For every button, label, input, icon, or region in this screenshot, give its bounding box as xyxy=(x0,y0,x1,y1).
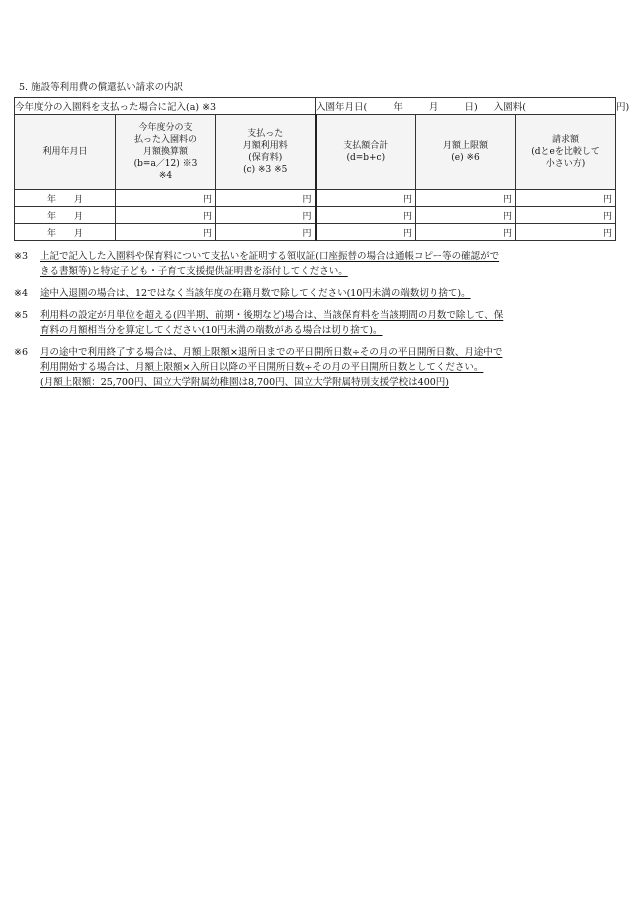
monthly-limit-field[interactable]: 円 xyxy=(416,224,516,241)
note-line: 途中入退園の場合は、12ではなく当該年度の在籍月数で除してください(10円未満の端数切り捨て)。 xyxy=(40,288,471,299)
enrollment-fee-yen-unit: 円) xyxy=(616,102,630,113)
table-row xyxy=(15,224,616,241)
reimbursement-table xyxy=(14,97,630,241)
entry-date-label: 入園年月日( xyxy=(316,102,368,113)
entry-year-unit: 年 xyxy=(393,102,403,113)
header-usage-date: 利用年月日 xyxy=(15,115,116,190)
enrollment-fee-row xyxy=(15,98,616,115)
monthly-limit-field[interactable]: 円 xyxy=(416,207,516,224)
entry-month-unit: 月 xyxy=(428,102,439,113)
monthly-enrollment-fee-field[interactable]: 円 xyxy=(116,224,216,241)
entry-day-unit: 日) xyxy=(464,102,478,113)
claim-amount-field[interactable]: 円 xyxy=(516,207,616,224)
enrollment-fee-label: 今年度分の入園料を支払った場合に記入(a) ※3 xyxy=(15,98,316,115)
column-header-row xyxy=(15,115,616,190)
total-paid-field[interactable]: 円 xyxy=(316,190,416,207)
note-5 xyxy=(14,308,618,338)
note-mark: ※3 xyxy=(14,251,29,262)
note-line: (月額上限額：25,700円、国立大学附属幼稚園は8,700円、国立大学附属特別支援学校は400円) xyxy=(40,377,449,388)
note-line: 育料の月額相当分を算定してください(10円未満の端数がある場合は切り捨て)。 xyxy=(40,325,383,336)
claim-amount-field[interactable]: 円 xyxy=(516,190,616,207)
usage-date-field[interactable]: 年 月 xyxy=(15,224,116,241)
header-monthly-usage-fee: 支払った 月額利用料 (保育料) (c) ※3 ※5 xyxy=(216,115,316,190)
header-monthly-limit: 月額上限額 (e) ※6 xyxy=(416,115,516,190)
note-line: きる書類等)と特定子ども・子育て支援提供証明書を添付してください。 xyxy=(40,266,348,277)
monthly-usage-fee-field[interactable]: 円 xyxy=(216,207,316,224)
claim-amount-field[interactable]: 円 xyxy=(516,224,616,241)
note-3 xyxy=(14,249,618,279)
note-line: 利用開始する場合は、月額上限額×入所日以降の平日開所日数÷その月の平日開所日数としてください。 xyxy=(40,362,484,373)
footnotes xyxy=(14,249,618,397)
total-paid-field[interactable]: 円 xyxy=(316,207,416,224)
header-monthly-enrollment-fee: 今年度分の支 払った入園料の 月額換算額 (b=a／12) ※3 ※4 xyxy=(116,115,216,190)
enrollment-fee-field-label: 入園料( xyxy=(493,102,526,113)
note-mark: ※6 xyxy=(14,347,29,358)
note-mark: ※5 xyxy=(14,310,29,321)
monthly-usage-fee-field[interactable]: 円 xyxy=(216,224,316,241)
usage-date-field[interactable]: 年 月 xyxy=(15,207,116,224)
note-line: 月の途中で利用終了する場合は、月額上限額×退所日までの平日開所日数÷その月の平日開所日数、月途中で xyxy=(40,347,503,358)
monthly-limit-field[interactable]: 円 xyxy=(416,190,516,207)
total-paid-field[interactable]: 円 xyxy=(316,224,416,241)
section-title: 5. 施設等利用費の償還払い請求の内訳 xyxy=(19,82,184,93)
monthly-enrollment-fee-field[interactable]: 円 xyxy=(116,190,216,207)
monthly-usage-fee-field[interactable]: 円 xyxy=(216,190,316,207)
usage-date-field[interactable]: 年 月 xyxy=(15,190,116,207)
note-line: 上記で記入した入園料や保育料について支払いを証明する領収証(口座振替の場合は通帳コピー等の確認がで xyxy=(40,251,500,262)
table-row xyxy=(15,207,616,224)
table-row xyxy=(15,190,616,207)
monthly-enrollment-fee-field[interactable]: 円 xyxy=(116,207,216,224)
enrollment-fee-fields xyxy=(316,98,630,115)
header-total-paid: 支払額合計 (d=b+c) xyxy=(316,115,416,190)
note-mark: ※4 xyxy=(14,288,29,299)
header-claim-amount: 請求額 (dとeを比較して 小さい方) xyxy=(516,115,616,190)
note-4 xyxy=(14,286,618,301)
note-6 xyxy=(14,345,618,390)
note-line: 利用料の設定が月単位を超える(四半期、前期・後期など)場合は、当該保育料を当該期間の月数で除して、保 xyxy=(40,310,504,321)
